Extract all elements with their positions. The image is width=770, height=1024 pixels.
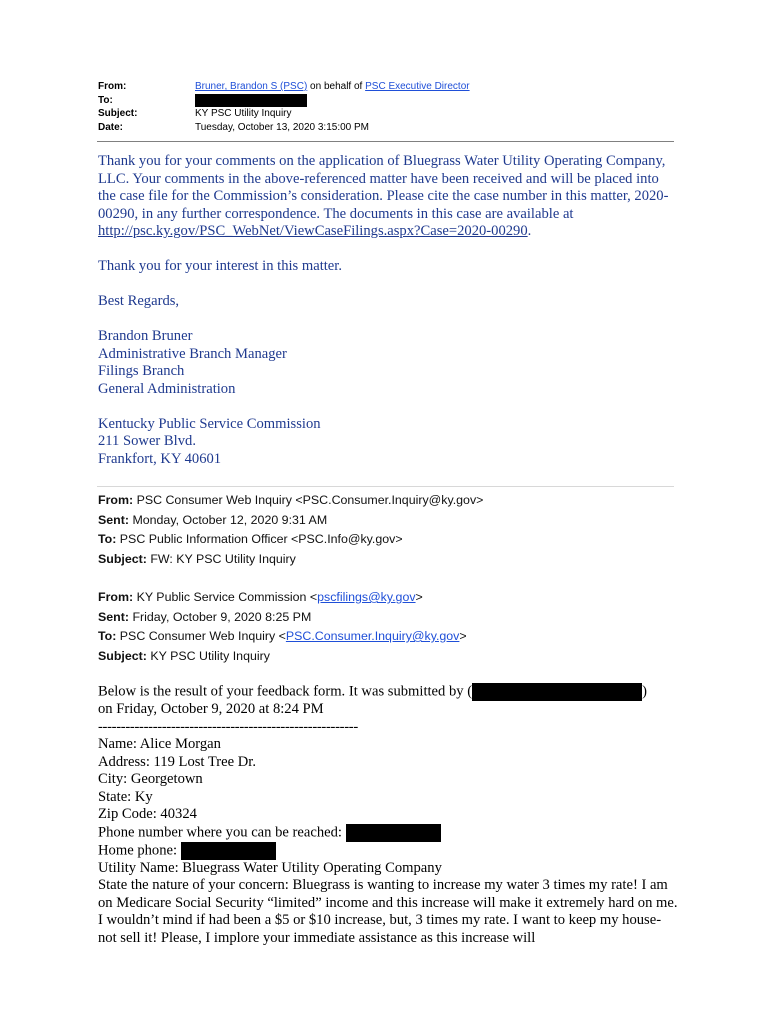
fwd1-from-label: From:: [98, 493, 134, 507]
form-home-phone: [98, 842, 678, 860]
fwd1-to-label: To:: [98, 532, 117, 546]
fwd1-from: PSC Consumer Web Inquiry <PSC.Consumer.Inquiry@ky.gov>: [136, 493, 484, 507]
thanks-text: Thank you for your interest in this matter.: [98, 258, 342, 274]
fwd2-subject: KY PSC Utility Inquiry: [150, 648, 270, 663]
signature-branch: Filings Branch: [98, 363, 185, 379]
fwd1-sent: Monday, October 12, 2020 9:31 AM: [132, 512, 328, 527]
fwd1-from-row: [98, 491, 483, 511]
form-intro-text: Below is the result of your feedback form. It was submitted by (: [98, 683, 473, 700]
fwd1-to-row: [98, 530, 483, 550]
fwd2-to-pre: PSC Consumer Web Inquiry <: [119, 629, 286, 643]
reply-text-end: .: [527, 223, 532, 239]
from-mid-text: on behalf of: [307, 81, 366, 92]
sender-link[interactable]: Bruner, Brandon S (PSC): [195, 81, 308, 92]
pscfilings-email-link[interactable]: pscfilings@ky.gov: [317, 590, 416, 604]
fwd2-from-row: [98, 588, 467, 608]
fwd2-to-label: To:: [98, 629, 117, 643]
form-intro-line-2: on Friday, October 9, 2020 at 8:24 PM: [98, 701, 324, 717]
form-name: Name: Alice Morgan: [98, 736, 221, 752]
address-city: Frankfort, KY 40601: [98, 450, 222, 467]
redacted-home-phone: [181, 842, 276, 860]
form-intro-close: ): [642, 683, 647, 700]
date-label: Date:: [98, 121, 124, 133]
redacted-recipient: [195, 94, 307, 107]
address-org: Kentucky Public Service Commission: [98, 415, 321, 432]
fwd2-to-row: [98, 627, 467, 647]
to-value: [195, 94, 307, 108]
reply-body: [98, 153, 678, 468]
redacted-submitter: [472, 683, 642, 701]
form-city: City: Georgetown: [98, 771, 203, 787]
fwd1-sent-label: Sent:: [98, 512, 129, 527]
form-utility: Utility Name: Bluegrass Water Utility Operating Company: [98, 859, 442, 876]
header-divider: [97, 141, 674, 142]
redacted-phone: [346, 824, 441, 842]
case-filings-link[interactable]: http://psc.ky.gov/PSC_WebNet/ViewCaseFilings.aspx?Case=2020-00290: [98, 223, 528, 239]
reply-text: Thank you for your comments on the application of Bluegrass Water Utility Operating Company, LLC. Your comments in the above-referenced matter have been received and will be placed into the case file for the Commission’s consideration. Please cite the case number in this matter, 2020-00290, in any further correspondence. The documents in this case are available at: [98, 153, 669, 222]
fwd2-sent-label: Sent:: [98, 609, 129, 624]
form-phone: [98, 824, 678, 842]
feedback-form-body: [98, 683, 678, 947]
form-intro-line-1: [98, 683, 678, 701]
forward-header-2: [98, 588, 467, 666]
fwd2-to-post: >: [459, 629, 467, 643]
reply-paragraph: [98, 153, 678, 241]
form-concern: State the nature of your concern: Bluegrass is wanting to increase my water 3 times my rate! I am on Medicare Social Security “limited” income and this increase will make it extremely hard on me. I wouldn’t mind if had been a $5 or $10 increase, but, 3 times my rate. I want to keep my house-not sell it! Please, I implore your immediate assistance as this increase will: [98, 877, 678, 946]
forward-divider: [97, 486, 674, 487]
form-zip: Zip Code: 40324: [98, 806, 197, 822]
fwd1-sent-row: [98, 511, 483, 531]
fwd2-subject-row: [98, 647, 467, 667]
consumer-inquiry-email-link[interactable]: PSC.Consumer.Inquiry@ky.gov: [285, 629, 460, 643]
home-phone-label: Home phone:: [98, 841, 181, 858]
fwd2-from-pre: KY Public Service Commission <: [136, 590, 318, 604]
fwd1-subject-label: Subject:: [98, 551, 147, 566]
signature-name: Brandon Bruner: [98, 328, 193, 344]
form-separator: ---------------------------------------------------------: [98, 718, 358, 735]
fwd1-subject-row: [98, 550, 483, 570]
form-address: Address: 119 Lost Tree Dr.: [98, 753, 256, 770]
closing-text: Best Regards,: [98, 293, 180, 309]
signature-department: General Administration: [98, 380, 236, 397]
phone-label: Phone number where you can be reached:: [98, 823, 346, 840]
forward-header-1: [98, 491, 483, 569]
form-state: State: Ky: [98, 788, 153, 805]
fwd2-sent: Friday, October 9, 2020 8:25 PM: [132, 609, 312, 624]
from-label: From:: [98, 81, 127, 92]
fwd2-from-label: From:: [98, 590, 134, 604]
executive-director-link[interactable]: PSC Executive Director: [365, 81, 470, 92]
signature-title: Administrative Branch Manager: [98, 345, 287, 362]
address-street: 211 Sower Blvd.: [98, 433, 196, 449]
fwd2-from-post: >: [415, 590, 423, 604]
date-value: Tuesday, October 13, 2020 3:15:00 PM: [195, 121, 369, 133]
subject-value: KY PSC Utility Inquiry: [195, 108, 292, 119]
to-label: To:: [98, 94, 113, 106]
subject-label: Subject:: [98, 108, 138, 119]
fwd2-subject-label: Subject:: [98, 648, 147, 663]
fwd1-to: PSC Public Information Officer <PSC.Info@ky.gov>: [119, 532, 403, 546]
from-value: [195, 80, 470, 94]
fwd2-sent-row: [98, 608, 467, 628]
fwd1-subject: FW: KY PSC Utility Inquiry: [150, 551, 296, 566]
